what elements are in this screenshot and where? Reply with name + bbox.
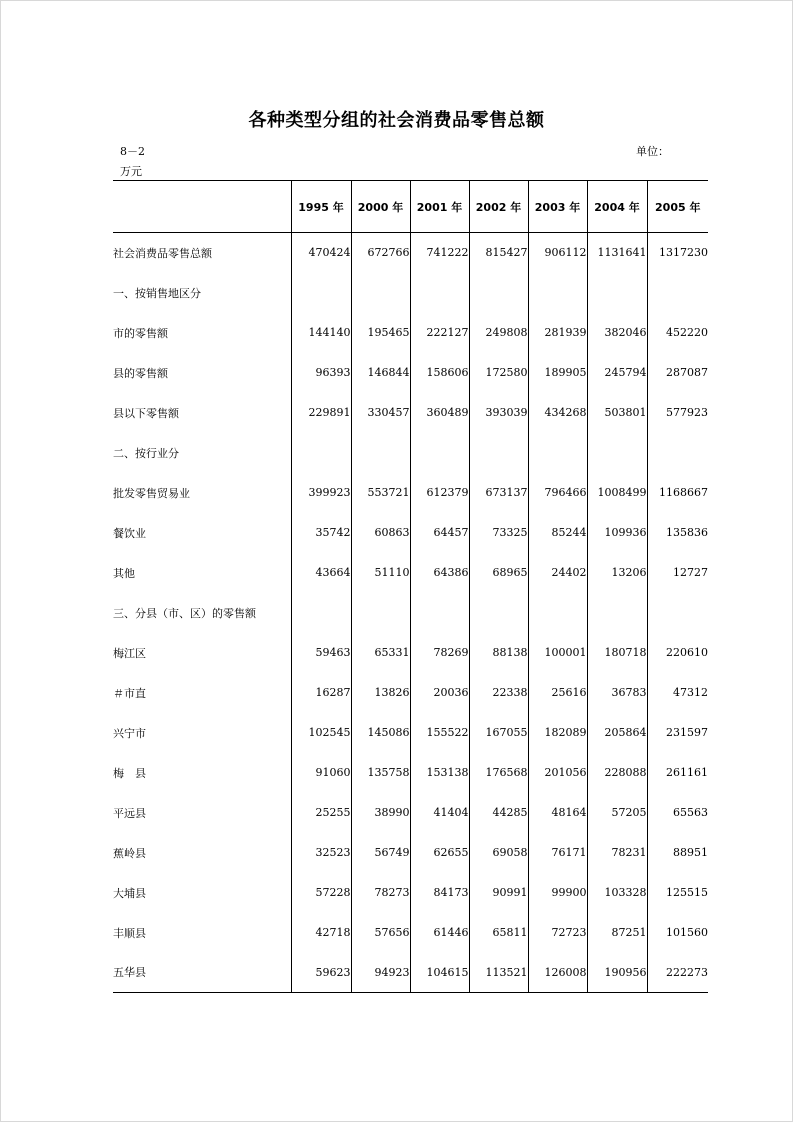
value-cell: 153138 [410,753,469,793]
value-cell: 158606 [410,353,469,393]
table-row [113,713,708,753]
page-title: 各种类型分组的社会消费品零售总额 [248,110,545,131]
table-row [113,873,708,913]
value-cell: 59463 [291,633,351,673]
value-cell: 102545 [291,713,351,753]
value-cell [410,593,469,633]
value-cell: 73325 [469,513,528,553]
value-cell: 57228 [291,873,351,913]
value-cell [410,433,469,473]
value-cell: 64457 [410,513,469,553]
row-label: 其他 [113,566,135,580]
value-cell: 57656 [351,913,410,953]
value-cell: 741222 [410,233,469,273]
value-cell: 87251 [587,913,647,953]
value-cell: 68965 [469,553,528,593]
value-cell: 22338 [469,673,528,713]
row-label: 二、按行业分 [113,446,179,460]
row-label: 社会消费品零售总额 [113,246,212,260]
column-header: 2002 年 [469,181,528,233]
value-cell: 330457 [351,393,410,433]
value-cell: 172580 [469,353,528,393]
value-cell: 62655 [410,833,469,873]
value-cell: 229891 [291,393,351,433]
value-cell [469,433,528,473]
value-cell: 104615 [410,953,469,993]
row-label: ＃市直 [113,686,146,700]
value-cell: 189905 [528,353,587,393]
value-cell: 231597 [647,713,708,753]
value-cell [410,273,469,313]
value-cell: 16287 [291,673,351,713]
value-cell: 220610 [647,633,708,673]
value-cell: 228088 [587,753,647,793]
table-row [113,953,708,993]
value-cell [291,433,351,473]
value-cell [351,433,410,473]
value-cell: 84173 [410,873,469,913]
value-cell [528,433,587,473]
column-header: 2000 年 [351,181,410,233]
row-label: 大埔县 [113,886,146,900]
value-cell [587,273,647,313]
value-cell: 90991 [469,873,528,913]
row-label: 五华县 [113,953,291,993]
value-cell [291,273,351,313]
row-label: 兴宁市 [113,726,146,740]
table-row [113,913,708,953]
value-cell: 44285 [469,793,528,833]
value-cell: 287087 [647,353,708,393]
value-cell: 612379 [410,473,469,513]
value-cell [647,273,708,313]
value-cell [351,273,410,313]
value-cell: 36783 [587,673,647,713]
value-cell: 222127 [410,313,469,353]
header-label-cell [113,181,291,233]
value-cell: 182089 [528,713,587,753]
value-cell: 35742 [291,513,351,553]
value-cell: 906112 [528,233,587,273]
value-cell: 399923 [291,473,351,513]
value-cell: 13206 [587,553,647,593]
value-cell [469,593,528,633]
value-cell: 245794 [587,353,647,393]
value-cell: 57205 [587,793,647,833]
row-label: 一、按销售地区分 [113,286,201,300]
value-cell: 201056 [528,753,587,793]
value-cell: 815427 [469,233,528,273]
value-cell: 20036 [410,673,469,713]
column-header: 1995 年 [291,181,351,233]
table-body [113,233,708,993]
value-cell [469,273,528,313]
value-cell: 51110 [351,553,410,593]
value-cell: 126008 [528,953,587,993]
retail-sales-table [113,180,708,993]
value-cell: 155522 [410,713,469,753]
value-cell: 452220 [647,313,708,353]
value-cell: 281939 [528,313,587,353]
value-cell: 38990 [351,793,410,833]
value-cell: 180718 [587,633,647,673]
value-cell: 100001 [528,633,587,673]
value-cell: 382046 [587,313,647,353]
value-cell: 1317230 [647,233,708,273]
value-cell: 577923 [647,393,708,433]
table-row [113,593,708,633]
value-cell: 109936 [587,513,647,553]
table-row [113,313,708,353]
value-cell: 195465 [351,313,410,353]
column-header: 2003 年 [528,181,587,233]
value-cell [647,593,708,633]
value-cell: 41404 [410,793,469,833]
value-cell: 135758 [351,753,410,793]
value-cell: 88138 [469,633,528,673]
value-cell: 12727 [647,553,708,593]
table-row [113,833,708,873]
value-cell: 176568 [469,753,528,793]
table-row [113,553,708,593]
value-cell [647,433,708,473]
value-cell: 96393 [291,353,351,393]
row-label: 梅江区 [113,646,146,660]
value-cell: 59623 [291,953,351,993]
row-label: 餐饮业 [113,526,146,540]
value-cell: 13826 [351,673,410,713]
value-cell [291,593,351,633]
table-row [113,793,708,833]
value-cell: 64386 [410,553,469,593]
value-cell: 99900 [528,873,587,913]
value-cell: 190956 [587,953,647,993]
table-row [113,393,708,433]
value-cell [528,273,587,313]
table-code: 8－2 [120,145,145,158]
value-cell: 113521 [469,953,528,993]
value-cell: 125515 [647,873,708,913]
row-label: 三、分县（市、区）的零售额 [113,606,256,620]
value-cell: 101560 [647,913,708,953]
value-cell: 434268 [528,393,587,433]
value-cell: 25255 [291,793,351,833]
row-label: 平远县 [113,806,146,820]
table-row [113,753,708,793]
value-cell [528,593,587,633]
table-row [113,433,708,473]
row-label: 蕉岭县 [113,846,146,860]
column-header: 2001 年 [410,181,469,233]
row-label: 市的零售额 [113,326,168,340]
value-cell: 360489 [410,393,469,433]
column-header: 2005 年 [647,181,708,233]
value-cell [587,433,647,473]
value-cell: 144140 [291,313,351,353]
value-cell [587,593,647,633]
value-cell: 167055 [469,713,528,753]
table-row [113,633,708,673]
value-cell: 91060 [291,753,351,793]
value-cell: 94923 [351,953,410,993]
value-cell: 672766 [351,233,410,273]
unit-label: 单位： [636,145,669,158]
value-cell: 1008499 [587,473,647,513]
value-cell: 48164 [528,793,587,833]
value-cell: 72723 [528,913,587,953]
value-cell: 69058 [469,833,528,873]
table-row [113,513,708,553]
value-cell: 249808 [469,313,528,353]
value-cell: 76171 [528,833,587,873]
table-header-row [113,181,708,233]
value-cell: 42718 [291,913,351,953]
row-label: 县以下零售额 [113,406,179,420]
value-cell: 60863 [351,513,410,553]
table-row [113,673,708,713]
value-cell: 47312 [647,673,708,713]
value-cell: 135836 [647,513,708,553]
value-cell: 65563 [647,793,708,833]
table-row [113,353,708,393]
value-cell: 470424 [291,233,351,273]
value-cell: 205864 [587,713,647,753]
value-cell: 85244 [528,513,587,553]
value-cell: 78269 [410,633,469,673]
value-cell: 61446 [410,913,469,953]
value-cell: 25616 [528,673,587,713]
table-row [113,473,708,513]
value-cell: 1131641 [587,233,647,273]
value-cell: 32523 [291,833,351,873]
value-cell: 65331 [351,633,410,673]
value-cell: 78273 [351,873,410,913]
value-cell: 65811 [469,913,528,953]
value-cell: 673137 [469,473,528,513]
value-cell: 103328 [587,873,647,913]
value-cell: 222273 [647,953,708,993]
row-label: 批发零售贸易业 [113,486,190,500]
value-cell: 24402 [528,553,587,593]
table-row [113,273,708,313]
value-cell: 796466 [528,473,587,513]
value-cell: 88951 [647,833,708,873]
row-label: 梅 县 [113,766,146,780]
value-cell: 393039 [469,393,528,433]
value-cell: 1168667 [647,473,708,513]
value-cell: 146844 [351,353,410,393]
column-header: 2004 年 [587,181,647,233]
value-cell: 43664 [291,553,351,593]
table-row [113,233,708,273]
row-label: 丰顺县 [113,926,146,940]
value-cell: 145086 [351,713,410,753]
value-cell: 56749 [351,833,410,873]
value-cell: 503801 [587,393,647,433]
value-cell: 553721 [351,473,410,513]
value-cell: 78231 [587,833,647,873]
value-cell: 261161 [647,753,708,793]
row-label: 县的零售额 [113,366,168,380]
value-cell [351,593,410,633]
unit-value: 万元 [120,165,142,178]
